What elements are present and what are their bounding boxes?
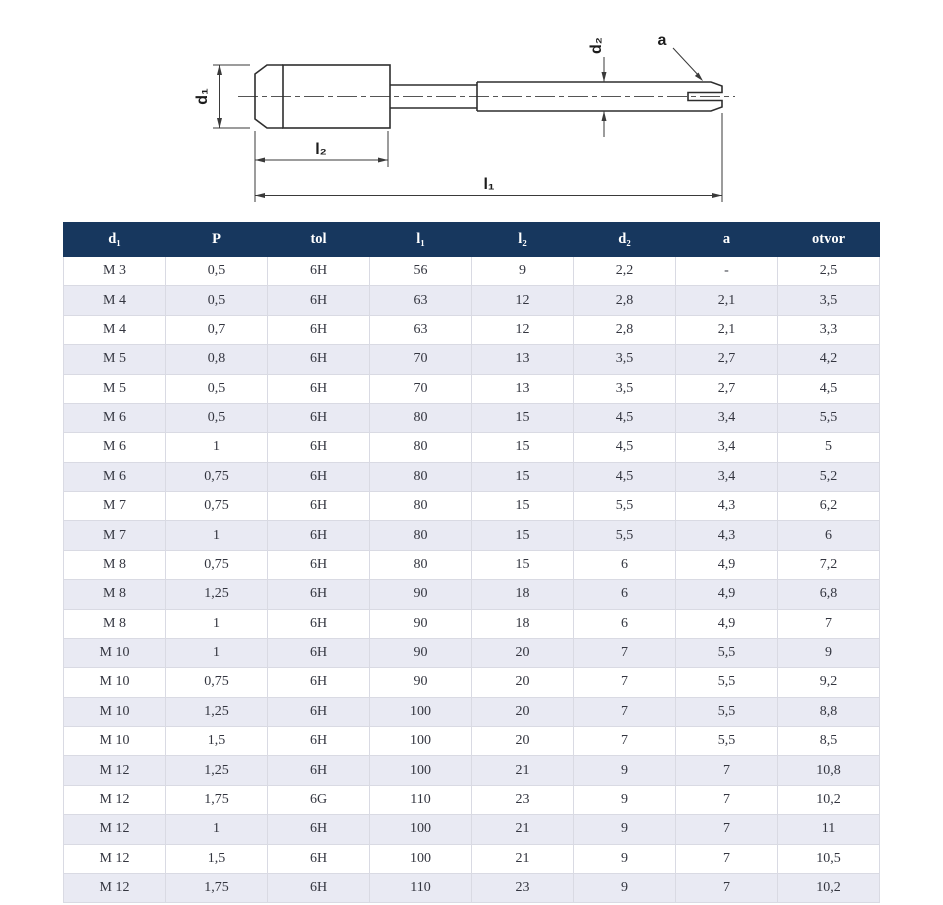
table-cell: 12: [472, 286, 574, 315]
table-cell: 63: [370, 315, 472, 344]
table-cell: 1,25: [166, 756, 268, 785]
table-cell: 9: [574, 756, 676, 785]
table-cell: 80: [370, 433, 472, 462]
table-cell: M 10: [64, 638, 166, 667]
table-cell: M 12: [64, 815, 166, 844]
table-cell: 6H: [268, 815, 370, 844]
table-cell: 63: [370, 286, 472, 315]
table-cell: 18: [472, 609, 574, 638]
table-cell: 4,5: [574, 403, 676, 432]
table-row: [64, 403, 880, 432]
table-row: [64, 609, 880, 638]
table-cell: 23: [472, 785, 574, 814]
table-cell: 2,1: [676, 286, 778, 315]
table-cell: 110: [370, 785, 472, 814]
table-cell: 18: [472, 580, 574, 609]
table-cell: 7: [574, 638, 676, 667]
column-header: tol: [268, 223, 370, 257]
table-cell: 6,8: [778, 580, 880, 609]
table-cell: 2,5: [778, 257, 880, 286]
table-cell: 6,2: [778, 492, 880, 521]
label-l2: l₂: [315, 141, 327, 158]
table-cell: 2,7: [676, 374, 778, 403]
table-cell: 1: [166, 609, 268, 638]
table-cell: 20: [472, 668, 574, 697]
table-cell: 6H: [268, 315, 370, 344]
technical-drawing: [0, 0, 943, 215]
table-cell: 11: [778, 815, 880, 844]
label-d1: d₁: [194, 88, 211, 105]
table-cell: 110: [370, 873, 472, 902]
column-header: l₁: [370, 223, 472, 257]
table-cell: M 5: [64, 345, 166, 374]
table-cell: 5,2: [778, 462, 880, 491]
table-cell: 1,5: [166, 727, 268, 756]
table-cell: 4,9: [676, 550, 778, 579]
table-cell: 9: [472, 257, 574, 286]
table-cell: 1: [166, 521, 268, 550]
table-cell: 100: [370, 697, 472, 726]
table-row: [64, 550, 880, 579]
column-header: d₂: [574, 223, 676, 257]
table-cell: 2,7: [676, 345, 778, 374]
table-cell: 20: [472, 727, 574, 756]
table-cell: 100: [370, 756, 472, 785]
table-cell: 6H: [268, 550, 370, 579]
table-cell: M 6: [64, 462, 166, 491]
table-cell: 6H: [268, 521, 370, 550]
table-cell: 6: [574, 609, 676, 638]
table-cell: 4,5: [574, 433, 676, 462]
table-cell: 6: [574, 550, 676, 579]
table-cell: 5,5: [676, 727, 778, 756]
table-cell: 6H: [268, 374, 370, 403]
table-cell: 6H: [268, 433, 370, 462]
table-cell: 4,5: [574, 462, 676, 491]
table-cell: 0,75: [166, 462, 268, 491]
table-cell: 3,4: [676, 462, 778, 491]
table-cell: M 7: [64, 521, 166, 550]
table-cell: 0,5: [166, 257, 268, 286]
column-header: P: [166, 223, 268, 257]
table-cell: 1,5: [166, 844, 268, 873]
table-cell: 10,8: [778, 756, 880, 785]
table-row: [64, 580, 880, 609]
table-cell: 20: [472, 638, 574, 667]
table-cell: 0,5: [166, 374, 268, 403]
table-cell: M 7: [64, 492, 166, 521]
table-row: [64, 433, 880, 462]
spec-table-header-row: [64, 223, 880, 257]
table-cell: 7: [676, 815, 778, 844]
table-cell: 7: [676, 785, 778, 814]
table-cell: 9: [574, 844, 676, 873]
table-cell: 10,5: [778, 844, 880, 873]
table-cell: 8,5: [778, 727, 880, 756]
table-cell: 3,4: [676, 403, 778, 432]
table-cell: 6H: [268, 580, 370, 609]
table-row: [64, 286, 880, 315]
table-row: [64, 727, 880, 756]
table-cell: 6H: [268, 727, 370, 756]
table-row: [64, 638, 880, 667]
table-cell: 5,5: [574, 492, 676, 521]
table-row: [64, 873, 880, 902]
table-cell: 15: [472, 492, 574, 521]
table-row: [64, 315, 880, 344]
table-cell: 9: [574, 785, 676, 814]
table-cell: 1: [166, 815, 268, 844]
table-cell: 7: [574, 697, 676, 726]
table-cell: 5: [778, 433, 880, 462]
column-header: d₁: [64, 223, 166, 257]
table-cell: M 8: [64, 550, 166, 579]
table-cell: 0,75: [166, 492, 268, 521]
table-cell: 8,8: [778, 697, 880, 726]
table-row: [64, 345, 880, 374]
table-cell: 5,5: [676, 668, 778, 697]
table-cell: 90: [370, 638, 472, 667]
table-cell: 6H: [268, 345, 370, 374]
dimension-a: [673, 48, 703, 81]
table-cell: 9: [574, 815, 676, 844]
table-cell: M 8: [64, 580, 166, 609]
table-cell: 15: [472, 462, 574, 491]
spec-table: [63, 222, 880, 903]
table-cell: 9,2: [778, 668, 880, 697]
table-cell: 15: [472, 521, 574, 550]
table-cell: 4,2: [778, 345, 880, 374]
table-cell: M 6: [64, 433, 166, 462]
table-cell: 7: [676, 844, 778, 873]
table-cell: 1: [166, 638, 268, 667]
label-a: a: [657, 32, 667, 49]
table-cell: M 4: [64, 286, 166, 315]
table-cell: 6H: [268, 462, 370, 491]
table-cell: 0,8: [166, 345, 268, 374]
table-cell: 6G: [268, 785, 370, 814]
table-cell: 70: [370, 345, 472, 374]
table-cell: 0,5: [166, 286, 268, 315]
spec-table-body: [64, 257, 880, 903]
table-cell: 21: [472, 844, 574, 873]
table-cell: 4,9: [676, 609, 778, 638]
table-cell: 13: [472, 374, 574, 403]
table-cell: 10,2: [778, 785, 880, 814]
table-cell: 21: [472, 815, 574, 844]
table-cell: 5,5: [574, 521, 676, 550]
table-cell: 70: [370, 374, 472, 403]
table-cell: 1: [166, 433, 268, 462]
table-cell: 6: [574, 580, 676, 609]
table-cell: 7: [574, 668, 676, 697]
table-cell: 6: [778, 521, 880, 550]
table-cell: 0,5: [166, 403, 268, 432]
table-cell: 6H: [268, 638, 370, 667]
table-cell: 12: [472, 315, 574, 344]
table-cell: 100: [370, 844, 472, 873]
table-cell: 2,1: [676, 315, 778, 344]
table-cell: 80: [370, 462, 472, 491]
table-cell: 80: [370, 550, 472, 579]
table-cell: M 3: [64, 257, 166, 286]
table-cell: 1,75: [166, 785, 268, 814]
table-row: [64, 668, 880, 697]
table-row: [64, 815, 880, 844]
table-cell: 1,25: [166, 580, 268, 609]
table-cell: 7: [676, 756, 778, 785]
table-cell: 56: [370, 257, 472, 286]
table-cell: M 12: [64, 785, 166, 814]
table-cell: 0,75: [166, 668, 268, 697]
table-cell: 3,5: [574, 345, 676, 374]
table-cell: 13: [472, 345, 574, 374]
table-cell: 7: [778, 609, 880, 638]
table-cell: 0,75: [166, 550, 268, 579]
table-cell: 3,5: [574, 374, 676, 403]
table-cell: 5,5: [778, 403, 880, 432]
table-cell: 1,75: [166, 873, 268, 902]
table-cell: M 10: [64, 697, 166, 726]
table-cell: 6H: [268, 403, 370, 432]
table-cell: 7: [676, 873, 778, 902]
table-cell: M 12: [64, 844, 166, 873]
table-cell: 3,5: [778, 286, 880, 315]
table-cell: 1,25: [166, 697, 268, 726]
table-cell: 15: [472, 403, 574, 432]
column-header: otvor: [778, 223, 880, 257]
table-cell: 6H: [268, 257, 370, 286]
label-l1: l₁: [483, 176, 495, 193]
table-cell: 5,5: [676, 638, 778, 667]
table-cell: M 10: [64, 668, 166, 697]
table-cell: 6H: [268, 873, 370, 902]
column-header: a: [676, 223, 778, 257]
table-cell: 6H: [268, 286, 370, 315]
table-row: [64, 697, 880, 726]
table-row: [64, 844, 880, 873]
table-cell: 0,7: [166, 315, 268, 344]
table-cell: 90: [370, 609, 472, 638]
table-cell: 6H: [268, 668, 370, 697]
table-cell: 20: [472, 697, 574, 726]
table-cell: 9: [574, 873, 676, 902]
table-cell: 6H: [268, 697, 370, 726]
table-cell: M 12: [64, 873, 166, 902]
table-row: [64, 521, 880, 550]
table-cell: 3,4: [676, 433, 778, 462]
table-cell: M 6: [64, 403, 166, 432]
table-cell: 10,2: [778, 873, 880, 902]
table-cell: 6H: [268, 756, 370, 785]
table-cell: M 12: [64, 756, 166, 785]
table-cell: 4,5: [778, 374, 880, 403]
table-cell: 6H: [268, 609, 370, 638]
table-cell: 23: [472, 873, 574, 902]
table-cell: 9: [778, 638, 880, 667]
table-cell: 15: [472, 550, 574, 579]
table-cell: M 5: [64, 374, 166, 403]
table-cell: 7,2: [778, 550, 880, 579]
table-cell: 7: [574, 727, 676, 756]
table-cell: 2,8: [574, 286, 676, 315]
column-header: l₂: [472, 223, 574, 257]
table-cell: 90: [370, 580, 472, 609]
label-d2: d₂: [588, 37, 605, 54]
table-cell: M 4: [64, 315, 166, 344]
table-cell: 2,8: [574, 315, 676, 344]
table-row: [64, 492, 880, 521]
table-cell: 6H: [268, 844, 370, 873]
table-row: [64, 785, 880, 814]
table-cell: 80: [370, 492, 472, 521]
table-cell: M 10: [64, 727, 166, 756]
table-cell: 80: [370, 403, 472, 432]
table-cell: 90: [370, 668, 472, 697]
table-cell: 4,3: [676, 521, 778, 550]
table-cell: -: [676, 257, 778, 286]
table-cell: 15: [472, 433, 574, 462]
table-cell: 4,9: [676, 580, 778, 609]
table-cell: 21: [472, 756, 574, 785]
table-row: [64, 257, 880, 286]
table-cell: 3,3: [778, 315, 880, 344]
table-row: [64, 374, 880, 403]
table-cell: 2,2: [574, 257, 676, 286]
table-row: [64, 756, 880, 785]
table-cell: 100: [370, 815, 472, 844]
table-cell: M 8: [64, 609, 166, 638]
table-cell: 4,3: [676, 492, 778, 521]
table-cell: 5,5: [676, 697, 778, 726]
table-cell: 100: [370, 727, 472, 756]
table-cell: 80: [370, 521, 472, 550]
table-row: [64, 462, 880, 491]
table-cell: 6H: [268, 492, 370, 521]
